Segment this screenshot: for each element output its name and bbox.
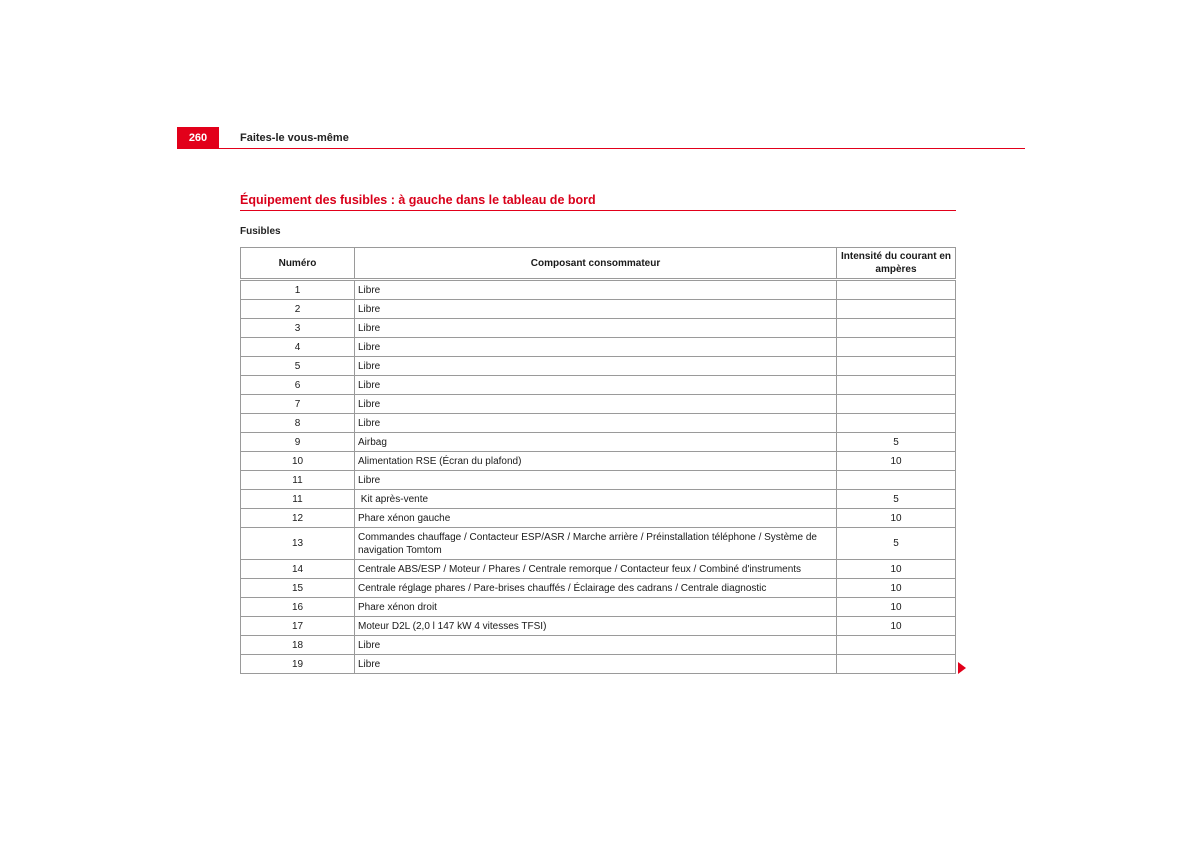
fuse-amperage: 10 <box>837 560 956 579</box>
fuse-number: 10 <box>241 452 355 471</box>
fuse-component: Airbag <box>355 433 837 452</box>
fuse-amperage: 10 <box>837 452 956 471</box>
fuse-number: 15 <box>241 579 355 598</box>
fuse-number: 7 <box>241 395 355 414</box>
fuse-number: 17 <box>241 617 355 636</box>
fuse-number: 1 <box>241 280 355 300</box>
fuse-number: 9 <box>241 433 355 452</box>
fuse-number: 18 <box>241 636 355 655</box>
fuse-amperage <box>837 655 956 674</box>
fuse-component: Libre <box>355 319 837 338</box>
table-row <box>241 579 956 598</box>
fuse-amperage <box>837 395 956 414</box>
fuse-component: Centrale réglage phares / Pare-brises chauffés / Éclairage des cadrans / Centrale diagnostic <box>355 579 837 598</box>
fuse-amperage <box>837 636 956 655</box>
fuse-component: Moteur D2L (2,0 l 147 kW 4 vitesses TFSI) <box>355 617 837 636</box>
column-header-amperage: Intensité du courant en ampères <box>837 248 956 280</box>
fuse-component: Kit après-vente <box>355 490 837 509</box>
table-row <box>241 490 956 509</box>
fuse-component: Libre <box>355 338 837 357</box>
fuse-number: 5 <box>241 357 355 376</box>
fuse-component: Libre <box>355 376 837 395</box>
table-row <box>241 471 956 490</box>
column-header-component: Composant consommateur <box>355 248 837 280</box>
fuse-number: 19 <box>241 655 355 674</box>
fuse-table <box>240 247 956 674</box>
fuse-component: Alimentation RSE (Écran du plafond) <box>355 452 837 471</box>
fuse-amperage: 10 <box>837 598 956 617</box>
fuse-number: 3 <box>241 319 355 338</box>
fuse-amperage <box>837 471 956 490</box>
fuse-number: 16 <box>241 598 355 617</box>
fuse-component: Libre <box>355 636 837 655</box>
table-row <box>241 414 956 433</box>
fuse-amperage: 10 <box>837 617 956 636</box>
fuse-number: 2 <box>241 300 355 319</box>
table-row <box>241 376 956 395</box>
fuse-amperage <box>837 319 956 338</box>
fuse-number: 4 <box>241 338 355 357</box>
fuse-number: 8 <box>241 414 355 433</box>
next-page-arrow-icon <box>958 662 966 674</box>
fuse-amperage <box>837 280 956 300</box>
table-row <box>241 655 956 674</box>
fuse-amperage <box>837 357 956 376</box>
fuse-component: Libre <box>355 414 837 433</box>
fuse-component: Centrale ABS/ESP / Moteur / Phares / Centrale remorque / Contacteur feux / Combiné d'instruments <box>355 560 837 579</box>
section-title: Équipement des fusibles : à gauche dans le tableau de bord <box>240 193 596 207</box>
table-row <box>241 319 956 338</box>
table-row <box>241 617 956 636</box>
fuse-amperage <box>837 376 956 395</box>
fuse-component: Libre <box>355 655 837 674</box>
fuse-number: 6 <box>241 376 355 395</box>
fuse-amperage <box>837 300 956 319</box>
table-row <box>241 395 956 414</box>
fuse-number: 13 <box>241 528 355 560</box>
table-caption: Fusibles <box>240 226 281 237</box>
table-row <box>241 598 956 617</box>
table-row <box>241 452 956 471</box>
header-divider <box>219 148 1025 149</box>
table-row <box>241 560 956 579</box>
fuse-component: Phare xénon droit <box>355 598 837 617</box>
table-row <box>241 280 956 300</box>
column-header-number: Numéro <box>241 248 355 280</box>
table-row <box>241 300 956 319</box>
table-row <box>241 433 956 452</box>
fuse-component: Phare xénon gauche <box>355 509 837 528</box>
table-row <box>241 338 956 357</box>
fuse-amperage: 5 <box>837 528 956 560</box>
table-row <box>241 636 956 655</box>
table-row <box>241 357 956 376</box>
fuse-number: 11 <box>241 490 355 509</box>
fuse-number: 12 <box>241 509 355 528</box>
fuse-number: 14 <box>241 560 355 579</box>
table-row <box>241 528 956 560</box>
fuse-amperage <box>837 338 956 357</box>
table-row <box>241 509 956 528</box>
fuse-amperage: 10 <box>837 579 956 598</box>
fuse-amperage <box>837 414 956 433</box>
page-number: 260 <box>177 127 219 149</box>
fuse-amperage: 10 <box>837 509 956 528</box>
fuse-number: 11 <box>241 471 355 490</box>
chapter-title: Faites-le vous-même <box>240 132 349 144</box>
fuse-component: Libre <box>355 471 837 490</box>
fuse-amperage: 5 <box>837 490 956 509</box>
fuse-component: Libre <box>355 357 837 376</box>
fuse-amperage: 5 <box>837 433 956 452</box>
fuse-component: Libre <box>355 395 837 414</box>
fuse-component: Libre <box>355 280 837 300</box>
table-header-row <box>241 248 956 280</box>
fuse-component: Commandes chauffage / Contacteur ESP/ASR / Marche arrière / Préinstallation téléphone / Système de navigation Tomtom <box>355 528 837 560</box>
fuse-component: Libre <box>355 300 837 319</box>
section-divider <box>240 210 956 211</box>
